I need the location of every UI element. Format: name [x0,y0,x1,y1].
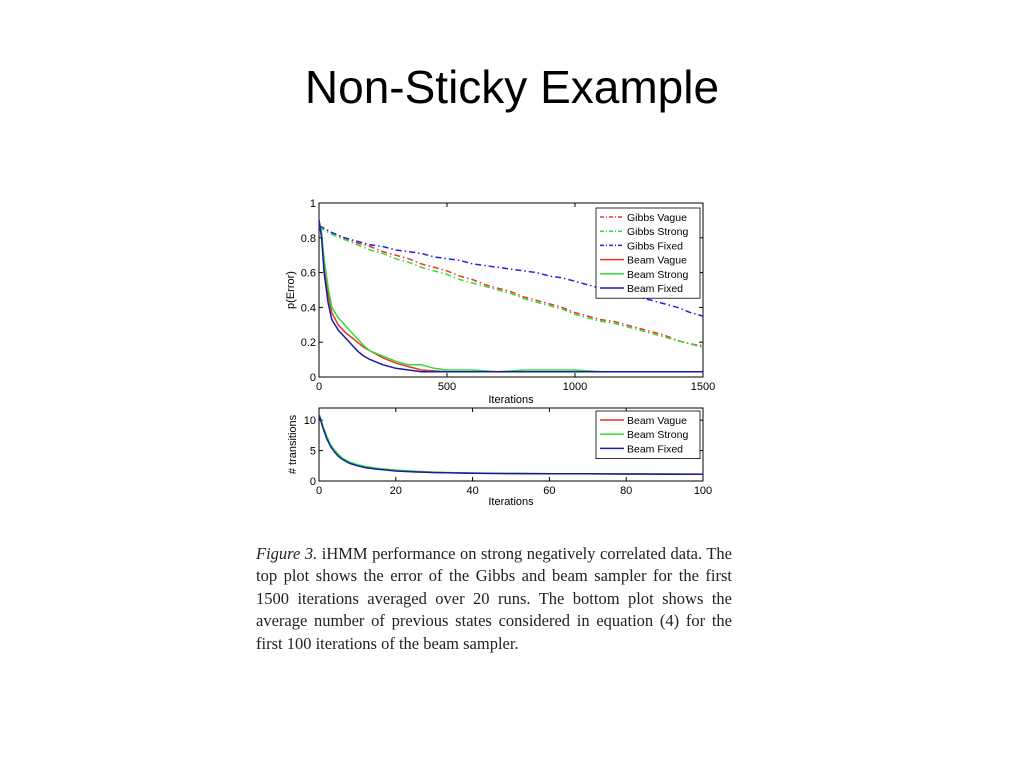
chart1-y-tick-label: 0.6 [300,267,316,280]
chart1-x-tick-label: 0 [315,381,323,393]
chart1-x-tick-label: 1500 [690,381,716,393]
chart1-x-tick-label: 500 [437,381,457,393]
chart2-legend-label: Beam Strong [627,429,689,442]
chart2-legend-label: Beam Vague [627,415,687,427]
caption-text: iHMM performance on strong negatively correlated data. The top plot shows the error of the Gibbs and beam sampler for the first 1500 iterations averaged over 20 runs. The bottom plot shows the average number of previous states considered in equation (4) for the first 100 iterations of the beam sampler. [256,544,733,653]
chart1-y-tick-label: 1 [309,198,316,210]
chart2-x-tick-label: 60 [543,485,556,497]
chart1-legend-label: Gibbs Fixed [627,240,684,253]
chart1-legend-label: Beam Fixed [627,283,684,295]
figure-caption [256,543,732,655]
chart1-x-tick-label: 1000 [562,381,588,393]
slide-title: Non-Sticky Example [304,61,720,113]
chart2-y-tick-label: 0 [309,476,316,488]
chart1-y-tick-label: 0.2 [300,337,316,350]
chart2-y-tick-label: 5 [309,445,316,458]
chart2-x-tick-label: 0 [315,485,323,497]
chart1-legend-label: Beam Vague [627,254,687,267]
chart2-y-tick-label: 10 [303,415,316,428]
chart2-x-tick-label: 20 [389,485,402,497]
chart1-legend-label: Gibbs Vague [627,212,687,224]
chart2-x-tick-label: 100 [693,485,713,497]
chart1-y-tick-label: 0 [309,372,316,384]
figure-label: Figure 3. [256,544,318,563]
chart1-y-tick-label: 0.4 [300,302,316,315]
chart2-x-tick-label: 80 [620,485,633,497]
chart1-y-axis-label: p(Error) [285,271,297,309]
chart1-y-tick-label: 0.8 [300,232,316,245]
chart2-legend-label: Beam Fixed [627,443,684,456]
chart1-x-axis-label: Iterations [488,394,534,406]
chart2-x-axis-label: Iterations [488,496,534,508]
chart1-legend-label: Gibbs Strong [627,226,689,239]
chart2-x-tick-label: 40 [466,485,479,497]
chart2-y-axis-label: # transitions [287,414,299,475]
chart1-legend-label: Beam Strong [627,268,689,281]
